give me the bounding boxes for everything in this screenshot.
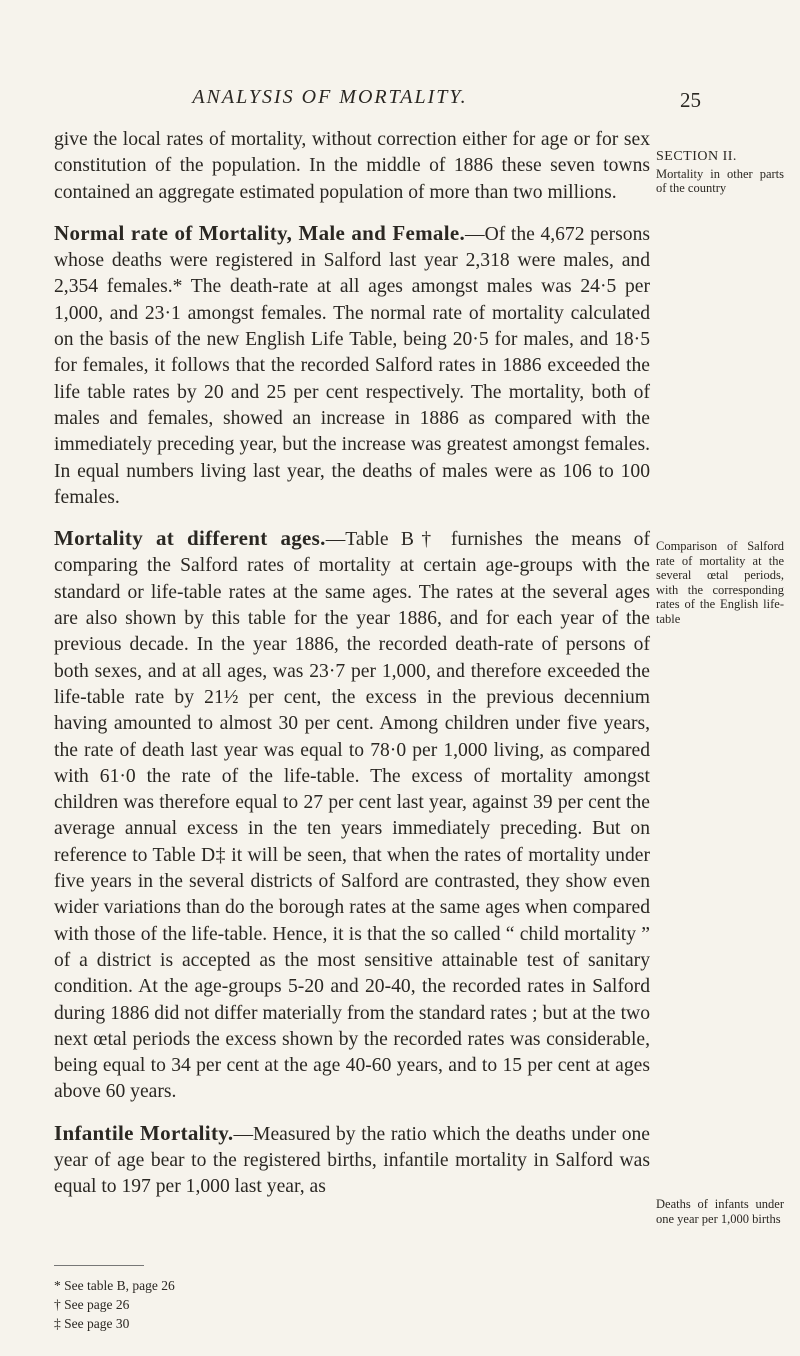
footnote-rule bbox=[54, 1265, 144, 1266]
footnote-item: ‡ See page 30 bbox=[54, 1316, 130, 1331]
footnote-item: * See table B, page 26 bbox=[54, 1278, 175, 1293]
footnote-item: † See page 26 bbox=[54, 1297, 130, 1312]
margin-note-comparison: Comparison of Salford rate of mortality at the several œtal periods, with the corresponding rates of the English life-table bbox=[656, 539, 784, 626]
heading-infantile: Infantile Mortality. bbox=[54, 1120, 234, 1145]
running-head: ANALYSIS OF MORTALITY. bbox=[192, 86, 468, 108]
page-header bbox=[0, 86, 800, 116]
paragraph-intro: give the local rates of mortality, without correction either for age or for sex constitution of the population. In the middle of 1886 these seven towns contained an aggregate estimated population of more than two millions. bbox=[54, 129, 650, 203]
margin-note-infants: Deaths of infants under one year per 1,000 births bbox=[656, 1197, 784, 1226]
footnotes bbox=[54, 1276, 454, 1333]
section-label: SECTION II. bbox=[656, 149, 737, 164]
page-number: 25 bbox=[680, 88, 701, 112]
margin-note-text: Mortality in other parts of the country bbox=[656, 166, 784, 196]
paragraph-infantile bbox=[54, 1120, 650, 1201]
text-normal-rate: —Of the 4,672 persons whose deaths were registered in Salford last year 2,318 were males, and 2,354 females.* The death-rate at all ages amongst males was 24·5 per 1,000, and 23·1 amongst females. The normal rate of mortality calculated on the basis of the new English Life Table, being 20·5 for males, and 18·5 for females, it follows that the recorded Salford rates in 1886 exceeded the life table rates by 20 and 25 per cent respectively. The mortality, both of males and females, showed an increase in 1886 as compared with the immediately preceding year, but the increase was greatest amongst females. In equal numbers living last year, the deaths of males were as 106 to 100 females. bbox=[54, 223, 650, 508]
paragraph-different-ages bbox=[54, 525, 650, 1106]
main-text-column bbox=[54, 127, 650, 1201]
heading-normal-rate: Normal rate of Mortality, Male and Female. bbox=[54, 220, 466, 245]
text-different-ages: —Table B† furnishes the means of comparing the Salford rates of mortality at certain age-groups with the standard or life-table rates at the same ages. The rates at the several ages are also shown by this table for the year 1886, and for each year of the previous decade. In the year 1886, the recorded death-rate of persons of both sexes, and at all ages, was 23·7 per 1,000, and therefore exceeded the life-table rate by 21½ per cent, the excess in the previous decennium having amounted to almost 30 per cent. Among children under five years, the rate of death last year was equal to 78·0 per 1,000 living, as compared with 61·0 the rate of the life-table. The excess of mortality amongst children was therefore equal to 27 per cent last year, against 39 per cent the average annual excess in the ten years immediately preceding. But on reference to Table D‡ it will be seen, that when the rates of mortality under five years in the several districts of Salford are contrasted, they show even wider variations than do the borough rates at the same ages when compared with those of the life-table. Hence, it is that the so called “ child mortality ” of a district is accepted as the most sensitive attainable test of sanitary condition. At the age-groups 5-20 and 20-40, the recorded rates in Salford during 1886 did not differ materially from the standard rates ; but at the two next œtal periods the excess shown by the recorded rates was considerable, being equal to 34 per cent at the age 40-60 years, and to 15 per cent at ages above 60 years. bbox=[54, 529, 650, 1103]
heading-different-ages: Mortality at different ages. bbox=[54, 526, 326, 551]
text-infantile: —Measured by the ratio which the deaths under one year of age bear to the registered births, infantile mortality in Salford was equal to 197 per 1,000 last year, as bbox=[54, 1123, 650, 1198]
paragraph-normal-rate bbox=[54, 220, 650, 511]
margin-note-other-parts bbox=[656, 150, 784, 196]
